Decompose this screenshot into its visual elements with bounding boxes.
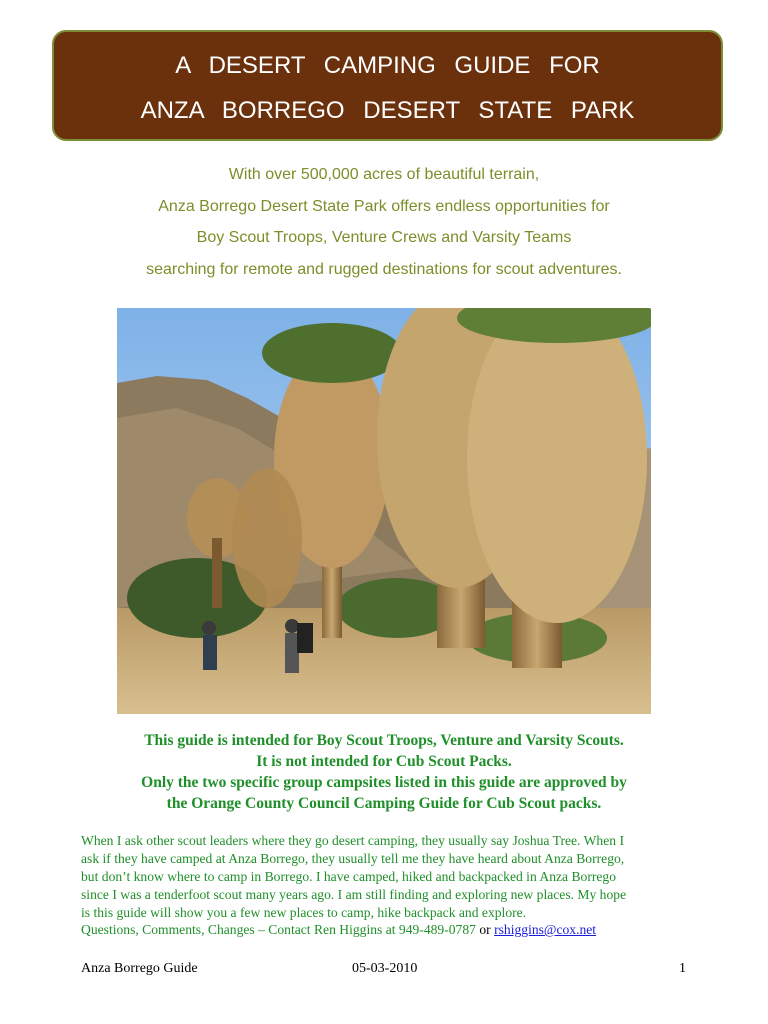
contact-line	[81, 922, 721, 938]
body-line-1: When I ask other scout leaders where they go desert camping, they usually say Joshua Tree. When I	[81, 833, 624, 848]
body-line-5: is this guide will show you a few new places to camp, hike backpack and explore.	[81, 905, 527, 920]
body-line-2: ask if they have camped at Anza Borrego, they usually tell me they have heard about Anza Borrego,	[81, 851, 625, 866]
notice-line-3: Only the two specific group campsites listed in this guide are approved by	[141, 774, 627, 791]
intro-line-4: searching for remote and rugged destinations for scout adventures.	[146, 261, 622, 278]
email-link[interactable]: rshiggins@cox.net	[494, 922, 597, 937]
notice-line-4: the Orange County Council Camping Guide for Cub Scout packs.	[166, 795, 602, 812]
title-line-2: ANZA BORREGO DESERT STATE PARK	[140, 97, 635, 124]
notice-line-2: It is not intended for Cub Scout Packs.	[256, 753, 512, 770]
intro-line-2: Anza Borrego Desert State Park offers endless opportunities for	[158, 198, 610, 215]
footer-date: 05-03-2010	[352, 961, 418, 976]
contact-or: or	[475, 922, 495, 937]
title-banner	[52, 30, 723, 141]
footer-title: Anza Borrego Guide	[81, 961, 198, 976]
palm-oasis-photo	[117, 308, 651, 714]
intro-line-1: With over 500,000 acres of beautiful terrain,	[228, 166, 540, 183]
page-number: 1	[679, 961, 686, 976]
notice-line-1: This guide is intended for Boy Scout Troops, Venture and Varsity Scouts.	[144, 732, 624, 749]
body-line-4: since I was a tenderfoot scout many years ago. I am still finding and exploring new places. My hope	[81, 887, 627, 902]
body-line-3: but don’t know where to camp in Borrego. I have camped, hiked and backpacked in Anza Borrego	[81, 869, 617, 884]
intro-line-3: Boy Scout Troops, Venture Crews and Varsity Teams	[196, 229, 572, 246]
title-line-1: A DESERT CAMPING GUIDE FOR	[175, 52, 600, 79]
contact-text: Questions, Comments, Changes – Contact Ren Higgins at 949-489-0787	[81, 922, 476, 937]
